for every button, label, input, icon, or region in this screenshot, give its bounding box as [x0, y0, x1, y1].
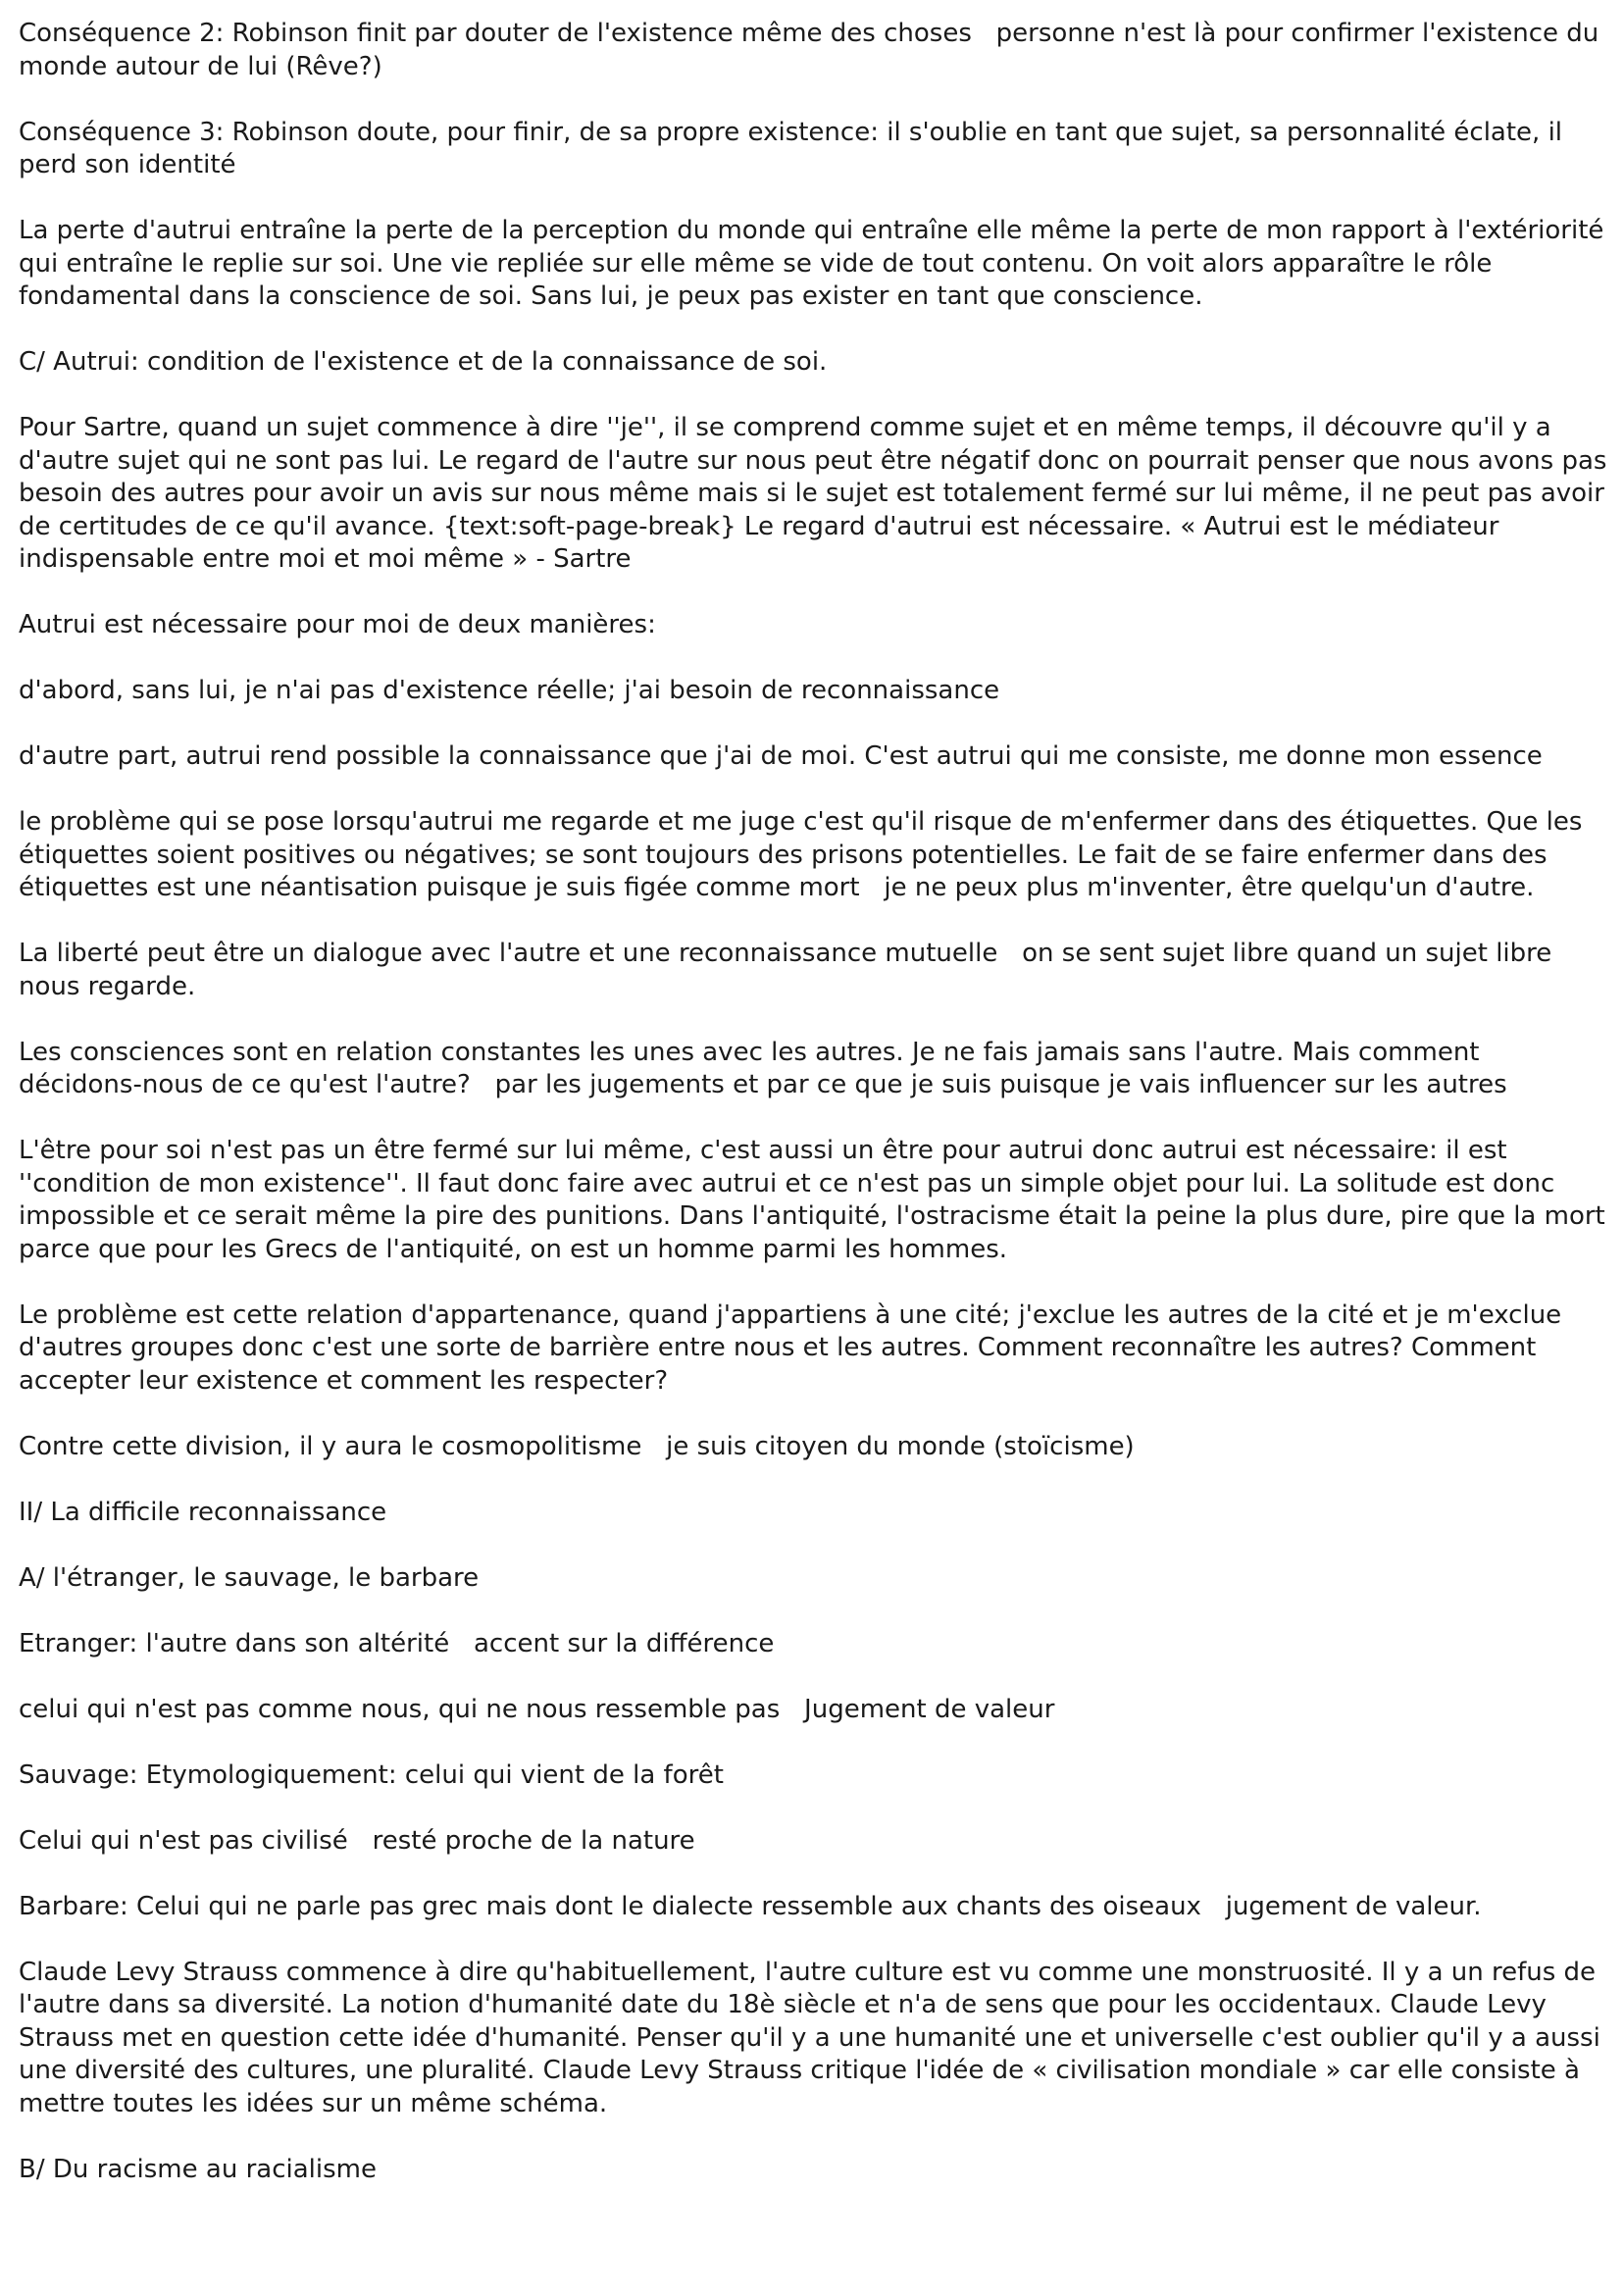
paragraph-sauvage: Sauvage: Etymologiquement: celui qui vient de la forêt [19, 1759, 724, 1790]
paragraph-dautre-part: d'autre part, autrui rend possible la connaissance que j'ai de moi. C'est autrui qui me consiste, me donne mon essence [19, 741, 1543, 771]
paragraph-barbare: Barbare: Celui qui ne parle pas grec mais dont le dialecte ressemble aux chants des oiseaux jugement de valeur. [19, 1891, 1482, 1921]
paragraph-etranger: Etranger: l'autre dans son altérité accent sur la différence [19, 1628, 775, 1658]
paragraph-autrui-necessaire: Autrui est nécessaire pour moi de deux manières: [19, 610, 656, 639]
paragraph-consequence-2: Conséquence 2: Robinson finit par douter de l'existence même des choses personne n'est là pour confirmer l'existence du monde autour de lui (Rêve?) [19, 19, 1607, 81]
section-heading-ii: II/ La difficile reconnaissance [19, 1497, 387, 1527]
paragraph-cosmopolitisme: Contre cette division, il y aura le cosmopolitisme je suis citoyen du monde (stoïcisme) [19, 1431, 1135, 1461]
paragraph-celui-qui: celui qui n'est pas comme nous, qui ne nous ressemble pas Jugement de valeur [19, 1694, 1055, 1724]
paragraph-levy-strauss: Claude Levy Strauss commence à dire qu'habituellement, l'autre culture est vu comme une monstruosité. Il y a un refus de l'autre dans sa diversité. La notion d'humanité date du 18è siècle et n'a de sens que pour les occidentaux. Claude Levy Strauss met en question cette idée d'humanité. Penser qu'il y a une humanité une et universelle c'est oublier qu'il y a aussi une diversité des cultures, une pluralité. Claude Levy Strauss critique l'idée de « civilisation mondiale » car elle consiste à mettre toutes les idées sur un même schéma. [19, 1957, 1609, 2118]
paragraph-sartre: Pour Sartre, quand un sujet commence à dire ''je'', il se comprend comme sujet et en même temps, il découvre qu'il y a d'autre sujet qui ne sont pas lui. Le regard de l'autre sur nous peut être négatif donc on pourrait penser que nous avons pas besoin des autres pour avoir un avis sur nous même mais si le sujet est totalement fermé sur lui même, il ne peut pas avoir de certitudes de ce qu'il avance. {text:soft-page-break} Le regard d'autrui est nécessaire. « Autrui est le médiateur indispensable entre moi et moi même » - Sartre [19, 413, 1615, 574]
document-body [19, 18, 1615, 2219]
paragraph-appartenance: Le problème est cette relation d'appartenance, quand j'appartiens à une cité; j'exclue les autres de la cité et je m'exclue d'autres groupes donc c'est une sorte de barrière entre nous et les autres. Comment reconnaître les autres? Comment accepter leur existence et comment les respecter? [19, 1300, 1570, 1396]
section-heading-a: A/ l'étranger, le sauvage, le barbare [19, 1562, 480, 1593]
paragraph-civilise: Celui qui n'est pas civilisé resté proche de la nature [19, 1825, 695, 1856]
paragraph-consciences: Les consciences sont en relation constantes les unes avec les autres. Je ne fais jamais sans l'autre. Mais comment décidons-nous de ce qu'est l'autre? par les jugements et par ce que je suis puisque je vais influencer sur les autres [19, 1037, 1507, 1099]
paragraph-etiquettes: le problème qui se pose lorsqu'autrui me regarde et me juge c'est qu'il risque de m'enfermer dans des étiquettes. Que les étiquettes soient positives ou négatives; se sont toujours des prisons potentielles. Le fait de se faire enfermer dans des étiquettes est une néantisation puisque je suis figée comme mort je ne peux plus m'inventer, être quelqu'un d'autre. [19, 807, 1591, 902]
section-heading-b: B/ Du racisme au racialisme [19, 2154, 377, 2184]
paragraph-dabord: d'abord, sans lui, je n'ai pas d'existence réelle; j'ai besoin de reconnaissance [19, 676, 1000, 705]
paragraph-consequence-3: Conséquence 3: Robinson doute, pour finir, de sa propre existence: il s'oublie en tant que sujet, sa personnalité éclate, il perd son identité [19, 117, 1571, 179]
paragraph-perte-autrui: La perte d'autrui entraîne la perte de la perception du monde qui entraîne elle même la perte de mon rapport à l'extériorité qui entraîne le replie sur soi. Une vie repliée sur elle même se vide de tout contenu. On voit alors apparaître le rôle fondamental dans la conscience de soi. Sans lui, je peux pas exister en tant que conscience. [19, 216, 1612, 311]
paragraph-etre-pour-soi: L'être pour soi n'est pas un être fermé sur lui même, c'est aussi un être pour autrui donc autrui est nécessaire: il est ''condition de mon existence''. Il faut donc faire avec autrui et ce n'est pas un simple objet pour lui. La solitude est donc impossible et ce serait même la pire des punitions. Dans l'antiquité, l'ostracisme était la peine la plus dure, pire que la mort parce que pour les Grecs de l'antiquité, on est un homme parmi les hommes. [19, 1136, 1614, 1264]
paragraph-liberte: La liberté peut être un dialogue avec l'autre et une reconnaissance mutuelle on se sent sujet libre quand un sujet libre nous regarde. [19, 939, 1560, 1001]
section-heading-c: C/ Autrui: condition de l'existence et de la connaissance de soi. [19, 347, 828, 377]
